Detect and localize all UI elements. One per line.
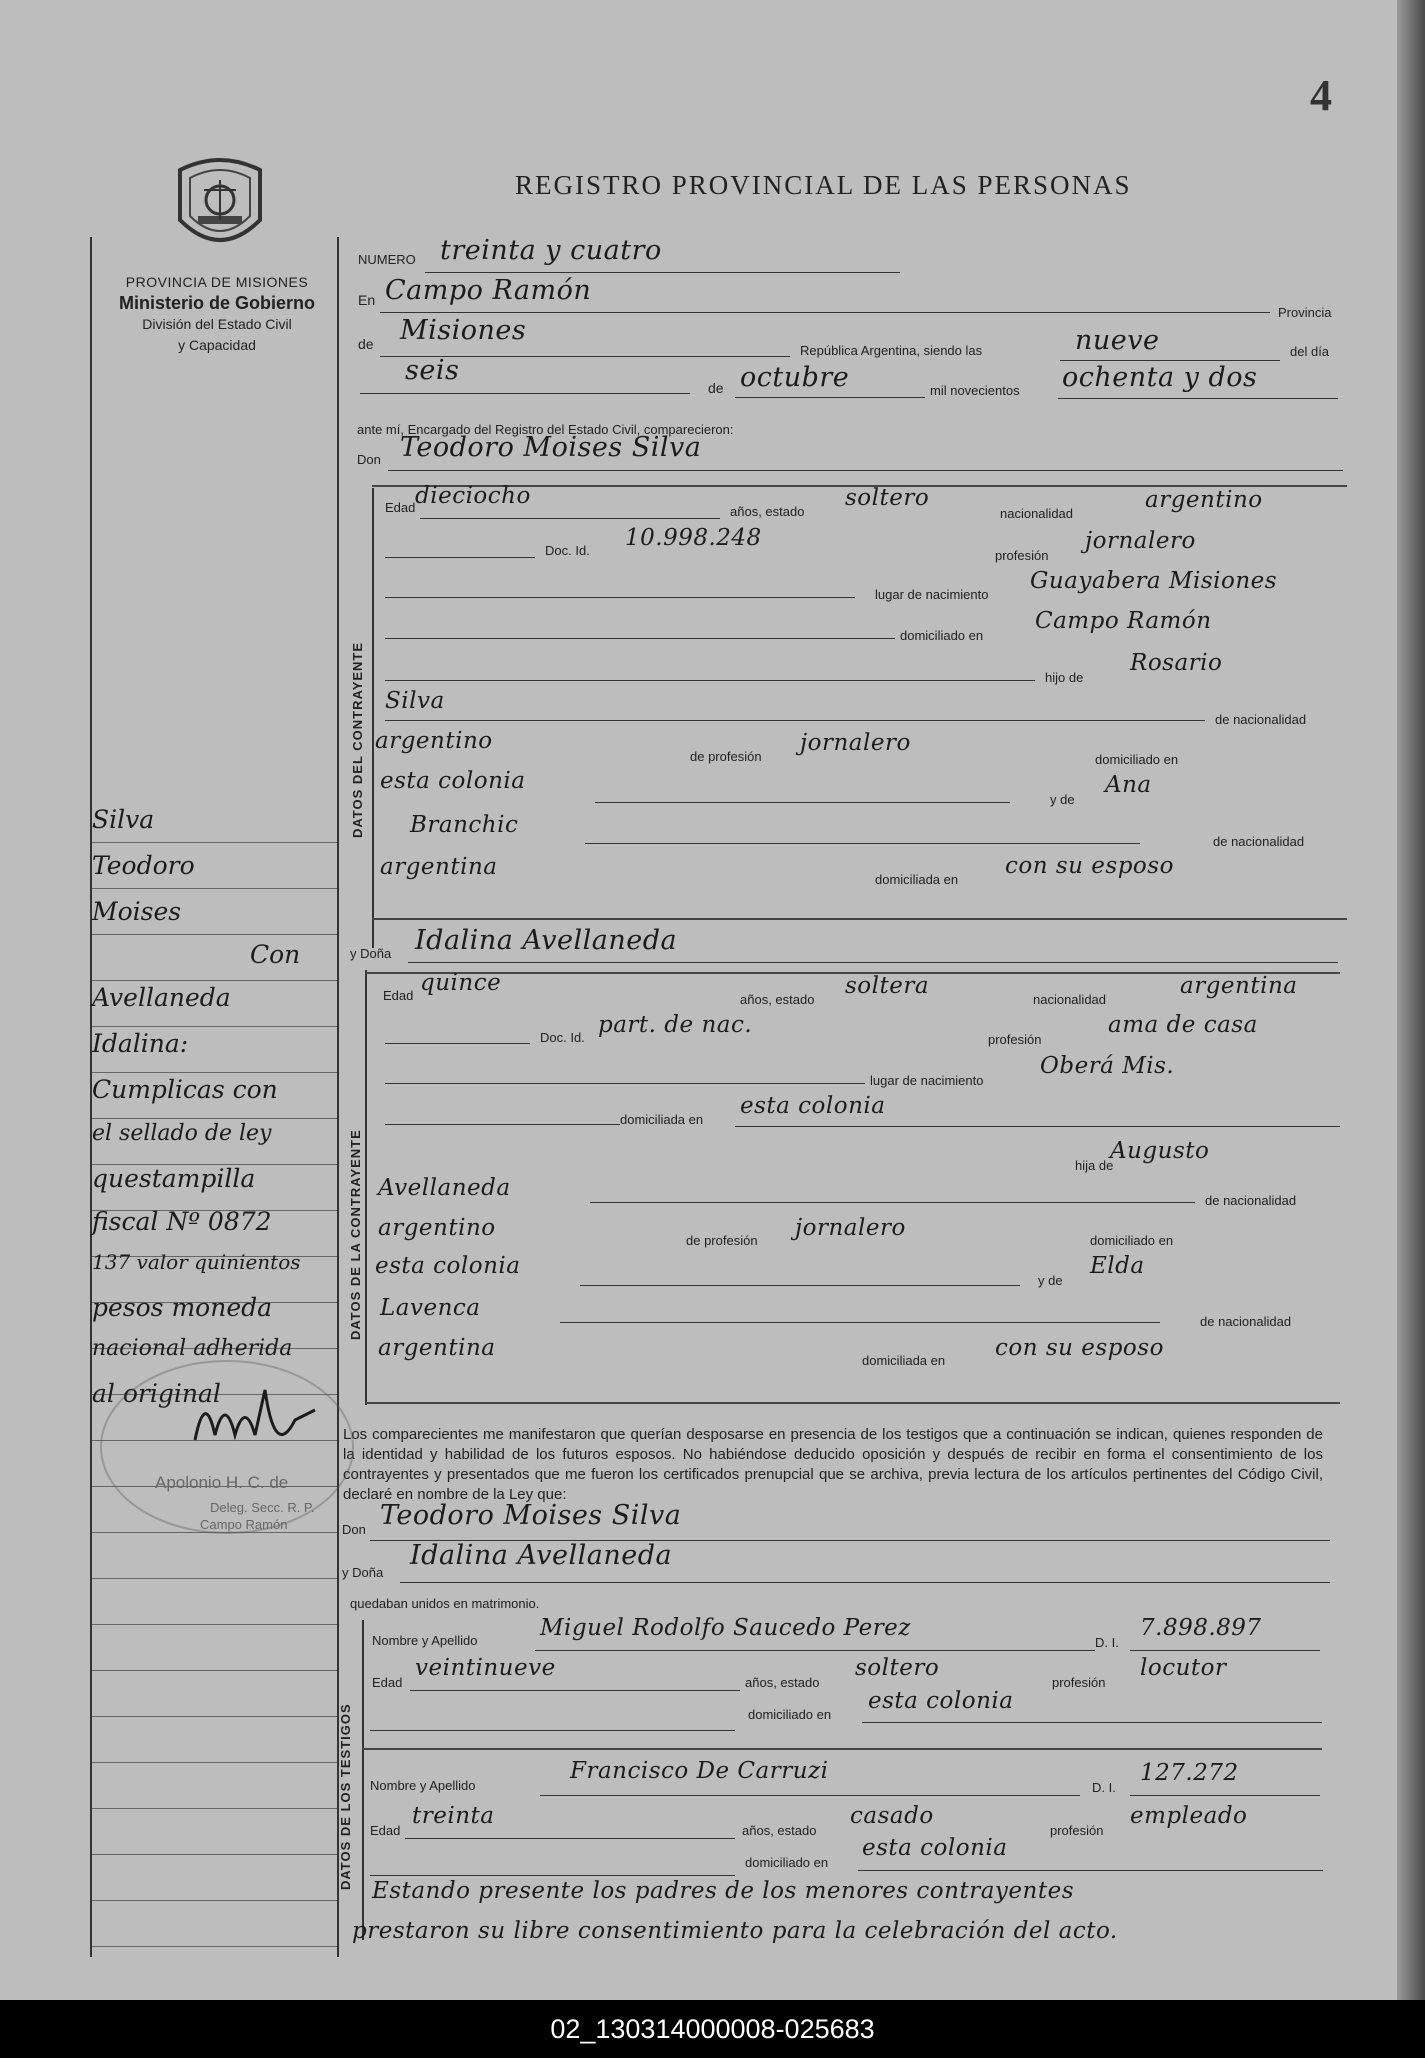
underline [385,638,895,639]
nota-final-linea1: Estando presente los padres de los menores contrayentes [372,1878,1074,1904]
ministry-label: Ministerio de Gobierno [118,293,315,313]
contrayente-edad: dieciocho [415,483,531,509]
division-label-2: y Capacidad [178,337,256,353]
underline [862,1722,1322,1723]
margin-note-line: nacional adherida [92,1336,293,1361]
underline [408,962,1338,963]
underline [385,1043,530,1044]
edad-label: Edad [383,988,414,1003]
margin-ruling [92,1854,337,1855]
margin-note-line: questampilla [92,1164,256,1193]
contrayente2-padre: Augusto [1110,1138,1210,1164]
division-label-1: División del Estado Civil [142,316,292,332]
acta-mes: octubre [740,362,850,393]
image-identifier: 02_130314000008-025683 [0,2000,1425,2058]
hija-de-label: hija de [1075,1158,1114,1173]
margin-note-line: el sellado de ley [92,1121,272,1146]
declaracion-don: Teodoro Moises Silva [380,1500,682,1531]
rule-contrayente2-bottom [365,1402,1340,1404]
contrayente2-padre-nac: argentino [378,1215,496,1241]
nota-final-linea2: prestaron su libre consentimiento para la celebración del acto. [352,1918,1118,1944]
hijo-de-label: hijo de [1045,670,1084,685]
contrayente-nacionalidad: argentino [1145,487,1263,513]
contrayente2-nombre: Idalina Avellaneda [415,925,678,956]
acta-provincia: Misiones [400,315,527,346]
testigo1-domicilio: esta colonia [868,1688,1014,1714]
testigo1-nombre: Miguel Rodolfo Saucedo Perez [540,1615,911,1641]
contrayente-madre-apellido: Branchic [410,812,519,838]
underline [735,1126,1340,1127]
margin-right-rule [337,237,339,1957]
anos-estado-label: años, estado [730,504,805,519]
contrayente-padre-prof: jornalero [800,730,911,756]
underline [540,1795,1080,1796]
contrayente-madre: Ana [1105,772,1152,798]
en-label: En [358,292,376,308]
underline [380,312,1270,313]
republica-label: República Argentina, siendo las [800,343,983,358]
underline [385,680,1035,681]
domiciliado-label: domiciliado en [900,628,984,643]
declaracion-dona: Idalina Avellaneda [410,1540,673,1571]
domiciliada-label: domiciliada en [620,1112,704,1127]
testigo1-estado: soltero [855,1655,940,1681]
underline [858,1870,1323,1871]
contrayente-nombre: Teodoro Moises Silva [400,432,702,463]
underline [385,720,1205,721]
block-rule-1 [372,488,374,948]
contrayente-estado: soltero [845,485,930,511]
underline [385,597,855,598]
testigo2-domicilio: esta colonia [862,1835,1008,1861]
margin-ruling [92,1072,337,1073]
underline [385,1083,865,1084]
de-nacionalidad-label: de nacionalidad [1205,1193,1297,1208]
numero-label: NUMERO [358,252,416,267]
contrayente2-padre-apellido: Avellaneda [378,1175,511,1201]
underline [590,1202,1195,1203]
underline [400,1582,1330,1583]
underline [385,1124,620,1125]
contrayente-profesion: jornalero [1085,528,1196,554]
contrayente2-edad: quince [420,970,502,996]
lugar-nac-label: lugar de nacimiento [870,1073,984,1088]
block-rule-2 [365,970,367,1405]
domiciliada-label: domiciliada en [862,1353,946,1368]
testigo2-profesion: empleado [1130,1803,1248,1829]
y-de-label: y de [1050,792,1075,807]
nombre-apellido-label: Nombre y Apellido [372,1633,478,1648]
contrayente-madre-dom: con su esposo [1005,853,1174,879]
domiciliado-label: domiciliado en [745,1855,829,1870]
contrayente2-profesion: ama de casa [1108,1012,1258,1038]
provincia-label: Provincia [1278,305,1332,320]
margin-note-line: Con [250,940,301,969]
contrayente2-madre-apellido: Lavenca [380,1295,481,1321]
signature-icon [185,1380,325,1470]
anos-estado-label: años, estado [742,1823,817,1838]
margin-note-line: fiscal Nº 0872 [92,1207,272,1236]
provincial-seal-icon [170,150,270,260]
underline [1130,1650,1320,1651]
rule-contrayente-bottom [372,918,1347,920]
lugar-nac-label: lugar de nacimiento [875,587,989,602]
province-label: PROVINCIA DE MISIONES [125,274,309,290]
de-profesion-label: de profesión [686,1233,758,1248]
underline [405,1838,735,1839]
margin-ruling [92,1118,337,1119]
margin-ruling [92,1578,337,1579]
testigo1-di: 7.898.897 [1140,1615,1262,1641]
domiciliado-label: domiciliado en [1090,1233,1174,1248]
domiciliada-label: domiciliada en [875,872,959,887]
di-label: D. I. [1095,1635,1119,1650]
margin-note-line: Silva [92,805,155,834]
underline [595,802,1010,803]
contrayente2-doc: part. de nac. [598,1012,753,1038]
margin-ruling [92,842,337,843]
edad-label: Edad [372,1675,403,1690]
underline [735,397,925,398]
margin-ruling [92,1762,337,1763]
edad-label: Edad [370,1823,401,1838]
contrayente-padre: Rosario [1130,650,1223,676]
document-title: REGISTRO PROVINCIAL DE LAS PERSONAS [515,170,1132,200]
margin-ruling [92,888,337,889]
di-label: D. I. [1092,1780,1116,1795]
margin-note-line: Idalina: [92,1029,189,1058]
margin-ruling [92,1624,337,1625]
contrayente2-lugar-nac: Oberá Mis. [1040,1053,1175,1079]
page-number: 4 [1310,71,1332,120]
contrayente2-domicilio: esta colonia [740,1093,886,1119]
margin-ruling [92,1946,337,1947]
domiciliado-label: domiciliado en [748,1707,832,1722]
testigo2-di: 127.272 [1140,1760,1239,1786]
stamp-name: Apolonio H. C. de [155,1473,289,1492]
margin-ruling [92,1670,337,1671]
de-mes-label: de [708,380,724,396]
anos-estado-label: años, estado [745,1675,820,1690]
side-testigos: DATOS DE LOS TESTIGOS [338,1703,353,1890]
margin-ruling [92,934,337,935]
margin-ruling [92,1808,337,1809]
underline [360,393,690,394]
doc-label: Doc. Id. [540,1030,585,1045]
side-contrayente: DATOS DEL CONTRAYENTE [350,641,365,838]
margin-note-line: Moises [92,897,182,926]
underline [580,1285,1020,1286]
rule-testigo-mid [362,1748,1322,1750]
de-nacionalidad-label: de nacionalidad [1215,712,1307,727]
de-label: de [358,336,374,352]
profesion-label: profesión [1052,1675,1106,1690]
nacionalidad-label: nacionalidad [1033,992,1107,1007]
underline [560,1322,1160,1323]
underline [1060,360,1280,361]
nacionalidad-label: nacionalidad [1000,506,1074,521]
contrayente-padre-dom: esta colonia [380,768,526,794]
contrayente-padre-apellido: Silva [385,688,445,714]
y-dona-label: y Doña [350,946,392,961]
acta-dia: seis [405,355,460,386]
doc-label: Doc. Id. [545,543,590,558]
don-label: Don [342,1522,366,1537]
contrayente2-estado: soltera [845,973,930,999]
underline [1058,398,1338,399]
stamp-office: Deleg. Secc. R. P. [210,1500,315,1515]
domiciliado-label: domiciliado en [1095,752,1179,767]
testigo2-edad: treinta [412,1803,495,1829]
underline [370,1730,735,1731]
margin-ruling [92,1716,337,1717]
margin-note-line: pesos moneda [92,1293,273,1322]
margin-note-line: Teodoro [92,851,195,880]
y-de-label: y de [1038,1273,1063,1288]
profesion-label: profesión [1050,1823,1104,1838]
profesion-label: profesión [988,1032,1042,1047]
del-dia-label: del día [1290,344,1330,359]
margin-note-line: 137 valor quinientos [92,1250,301,1274]
contrayente-lugar-nac: Guayabera Misiones [1030,568,1278,594]
underline [585,843,1140,844]
ante-label: ante mí, Encargado del Registro del Estado Civil, comparecieron: [357,422,734,437]
margin-ruling [92,980,337,981]
profesion-label: profesión [995,548,1049,563]
contrayente2-madre-dom: con su esposo [995,1335,1164,1361]
margin-note-line: Cumplicas con [92,1075,278,1104]
legal-paragraph: Los comparecientes me manifestaron que querían desposarse en presencia de los testigos que a continuación se indican, quienes responden de la identidad y habilidad de los futuros esposos. No habiéndose deducido oposición y después de recibir en forma el consentimiento de los contrayentes y presentados que me fueron los certificados prenupcial que se archiva, previa lectura de los artículos pertinentes del Código Civil, declaré en nombre de la Ley que: [343,1426,1323,1503]
book-binding [1397,0,1425,2000]
acta-hora: nueve [1075,325,1160,356]
contrayente-domicilio: Campo Ramón [1035,608,1212,634]
block-rule-3 [362,1620,364,1940]
underline [370,1875,735,1876]
testigo2-nombre: Francisco De Carruzi [570,1758,829,1784]
margin-note-line: Avellaneda [92,983,231,1012]
side-contrayente2: DATOS DE LA CONTRAYENTE [348,1129,363,1340]
contrayente-doc: 10.998.248 [625,525,762,551]
underline [388,470,1343,471]
acta-lugar: Campo Ramón [385,275,592,306]
acta-anio: ochenta y dos [1062,362,1258,393]
contrayente-madre-nac: argentina [380,854,498,880]
contrayente2-nacionalidad: argentina [1180,973,1298,999]
contrayente2-padre-prof: jornalero [795,1215,906,1241]
mil-label: mil novecientos [930,383,1020,398]
testigo1-profesion: locutor [1140,1655,1227,1681]
de-nacionalidad-label: de nacionalidad [1200,1314,1292,1329]
de-profesion-label: de profesión [690,749,762,764]
y-dona-label: y Doña [342,1565,384,1580]
testigo1-edad: veintinueve [415,1655,556,1681]
de-nacionalidad-label: de nacionalidad [1213,834,1305,849]
underline [535,1650,1095,1651]
anos-estado-label: años, estado [740,992,815,1007]
underline [425,272,900,273]
contrayente2-madre: Elda [1090,1253,1145,1279]
acta-numero: treinta y cuatro [440,235,662,266]
don-label: Don [357,452,381,467]
margin-ruling [92,1026,337,1027]
testigo2-estado: casado [850,1803,934,1829]
contrayente2-madre-nac: argentina [378,1335,496,1361]
stamp-place: Campo Ramón [200,1517,288,1532]
nombre-apellido-label: Nombre y Apellido [370,1778,476,1793]
issuing-authority [92,272,342,356]
margin-note-line: al original [92,1379,221,1408]
contrayente-padre-nac: argentino [375,728,493,754]
underline [1130,1795,1320,1796]
margin-ruling [92,1900,337,1901]
underline [385,557,535,558]
underline [410,1690,740,1691]
edad-label: Edad [385,500,416,515]
quedaban-label: quedaban unidos en matrimonio. [350,1596,540,1611]
contrayente2-padre-dom: esta colonia [375,1253,521,1279]
underline [420,518,720,519]
